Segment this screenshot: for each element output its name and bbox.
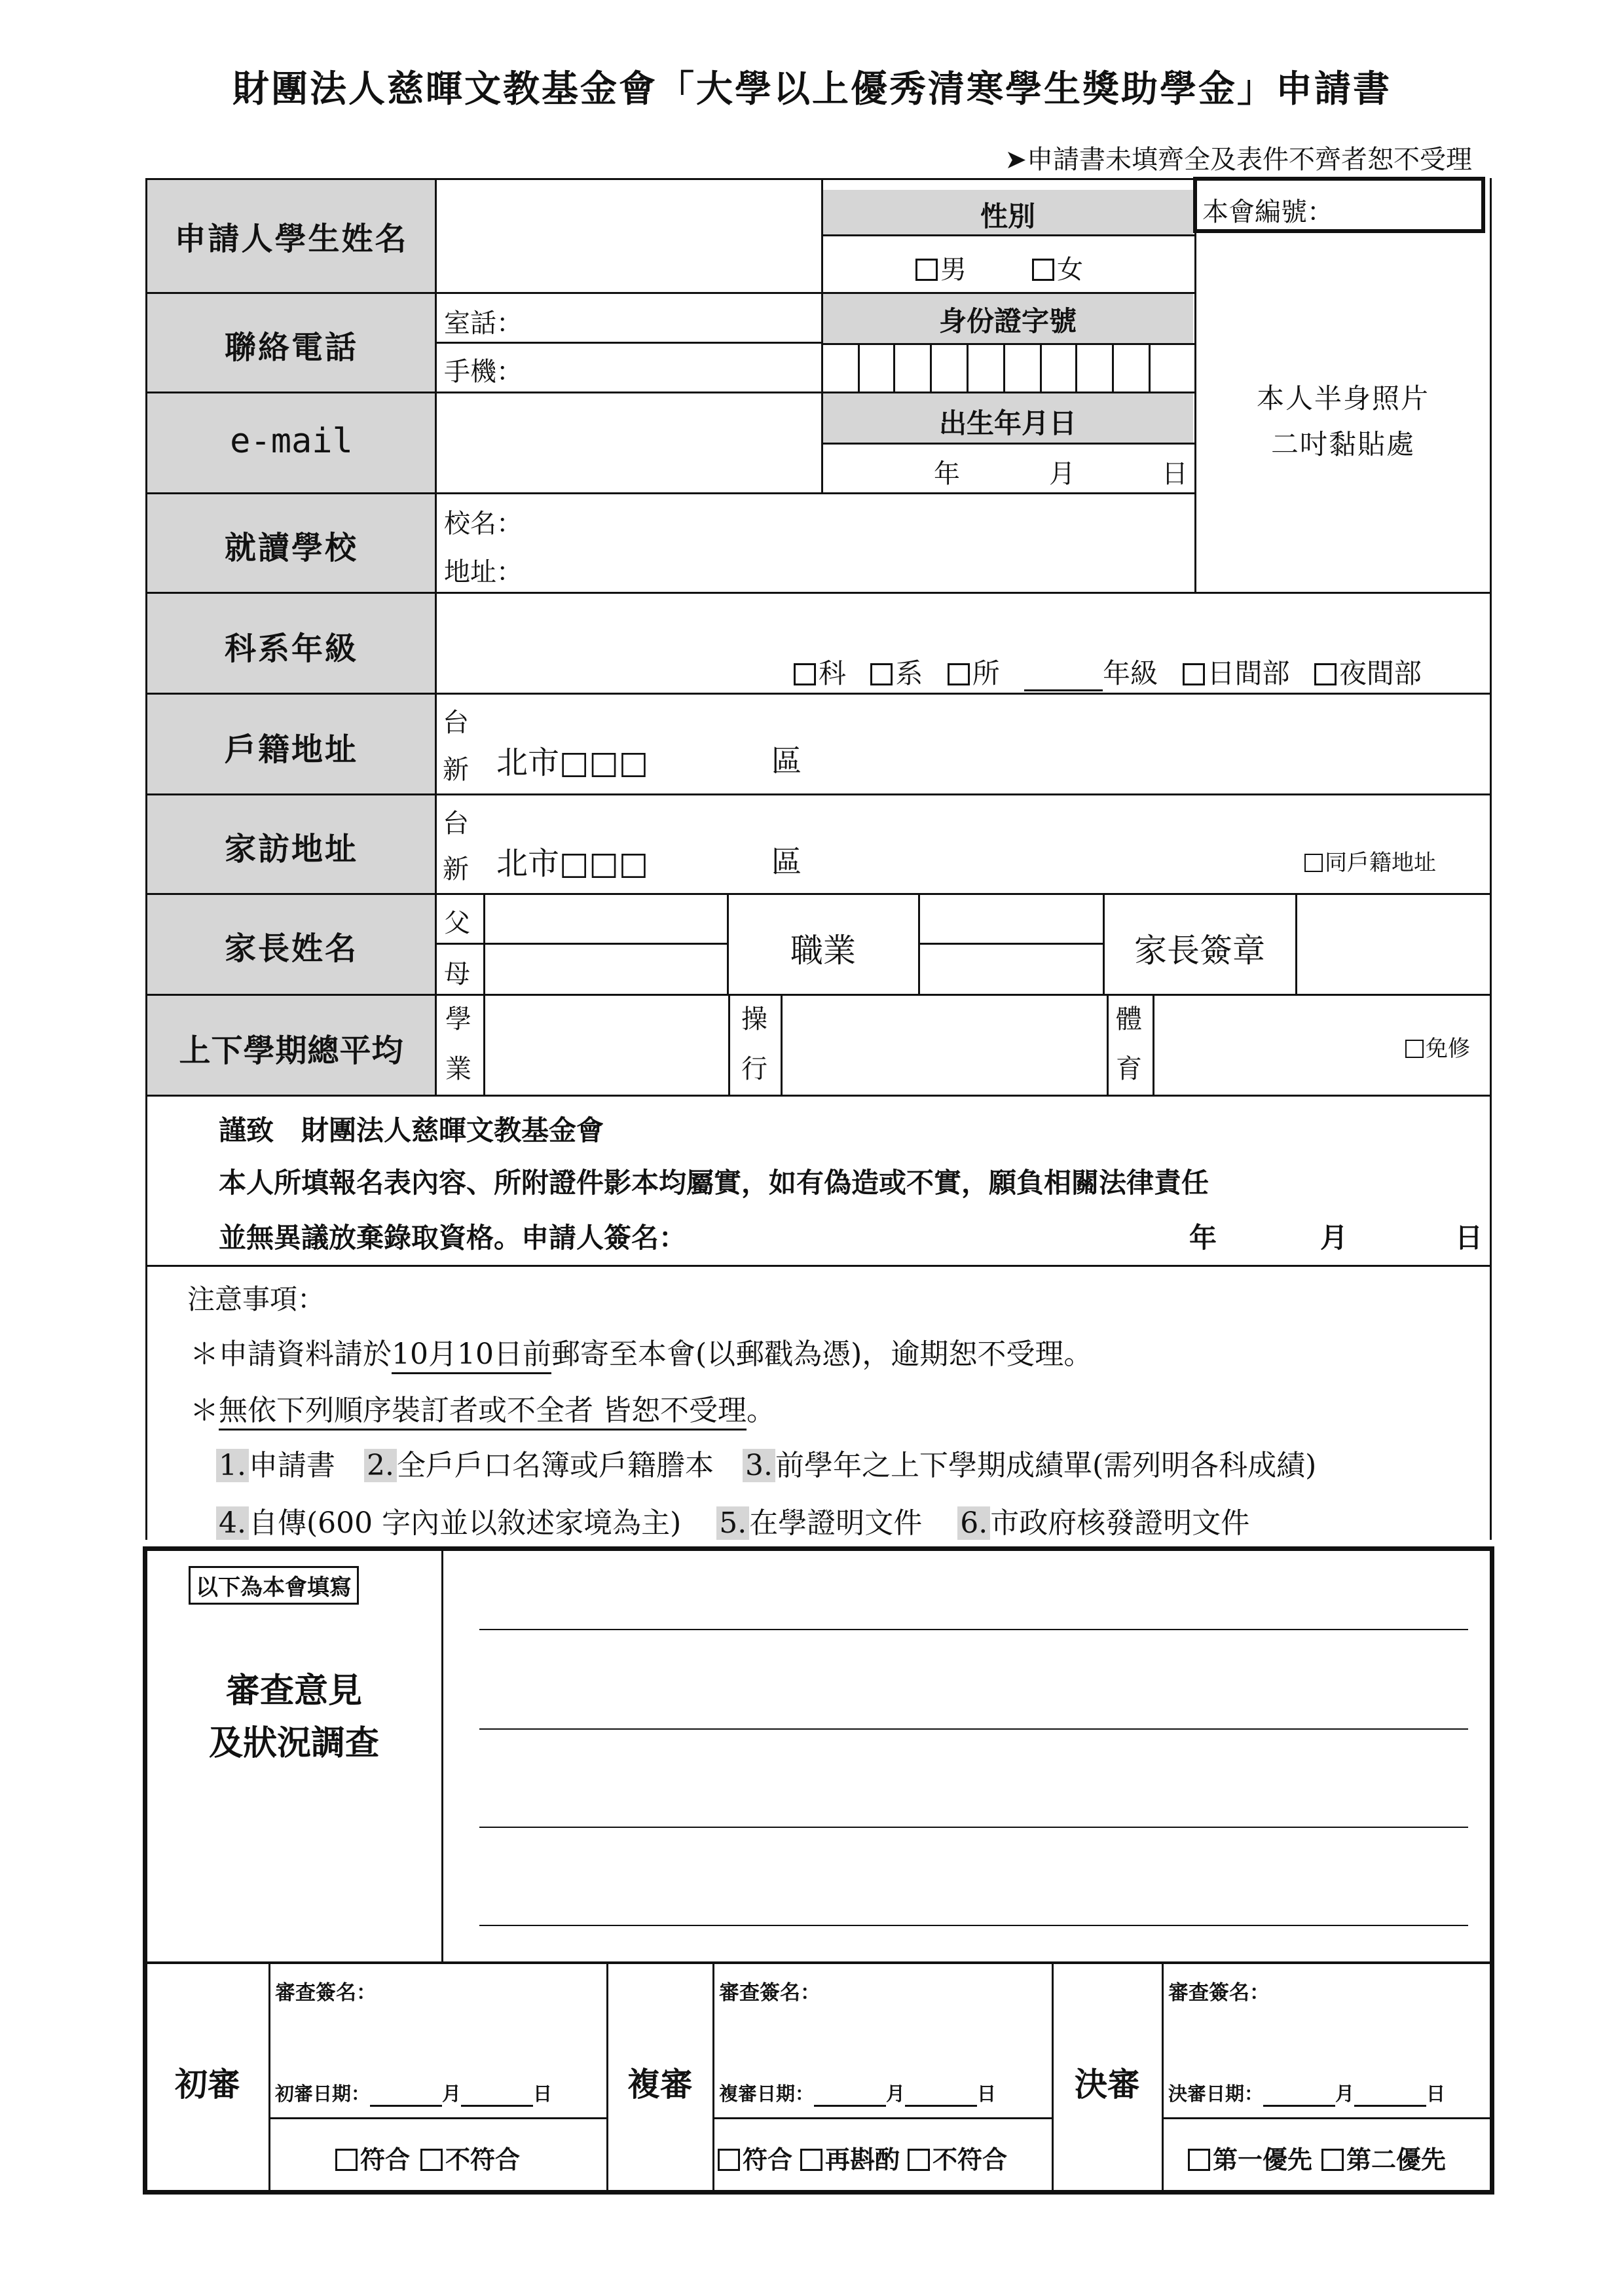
- table-line: [821, 443, 1194, 445]
- notes-item2-text: 無依下列順序裝訂者或不全者 皆恕不受理: [219, 1387, 747, 1430]
- checkbox[interactable]: [915, 259, 938, 281]
- table-line: [483, 994, 485, 1096]
- table-line: [821, 234, 1194, 236]
- notes-deadline: 10月10日前: [392, 1330, 551, 1374]
- table-line: [712, 2117, 1053, 2119]
- table-line: [821, 343, 1194, 345]
- date-label: 決審日期：: [1168, 2083, 1264, 2105]
- mother-label: 母: [444, 959, 470, 989]
- dept-options: [794, 652, 1422, 691]
- birth-year-label: 年: [934, 459, 960, 489]
- doc-item: 市政府核發證明文件: [990, 1506, 1250, 1540]
- doc-number: 1.: [216, 1449, 249, 1482]
- opinion-line[interactable]: [479, 1728, 1468, 1730]
- checkbox-suo[interactable]: [948, 663, 970, 685]
- id-number-label: 身份證字號: [938, 305, 1077, 337]
- notes-item1-prefix: ＊申請資料請於: [190, 1338, 392, 1371]
- table-line: [145, 1095, 1491, 1097]
- date-label: 初審日期：: [275, 2083, 371, 2105]
- date-label: 複審日期：: [719, 2083, 815, 2105]
- checkbox-unfit[interactable]: [420, 2149, 443, 2171]
- gender-male-text: 男: [940, 255, 967, 285]
- doc-item: 自傳(600 字內並以敘述家境為主): [248, 1506, 682, 1540]
- final-review-label: 決審: [1075, 2065, 1140, 2104]
- table-line: [1153, 994, 1154, 1096]
- checkbox-priority2[interactable]: [1321, 2149, 1344, 2171]
- month-label: 月: [442, 2083, 462, 2105]
- id-digit-box[interactable]: [967, 343, 969, 393]
- table-line: [145, 693, 1491, 695]
- doc-item: 申請書: [248, 1449, 335, 1482]
- pe-char1: 體: [1116, 1004, 1142, 1034]
- same-household-text: 同戶籍地址: [1325, 850, 1436, 876]
- review-opinion-title2: 及狀況調查: [208, 1723, 379, 1763]
- academic-char1: 學: [445, 1004, 471, 1034]
- table-line: [145, 994, 1491, 996]
- checkbox-fit[interactable]: [718, 2149, 740, 2171]
- second-review-sign: 審查簽名：: [719, 1981, 821, 2005]
- checkbox-night[interactable]: [1314, 663, 1337, 685]
- dept-night-text: 夜間部: [1338, 657, 1422, 689]
- day-label: 日: [533, 2083, 553, 2105]
- priority2-text: 第二優先: [1346, 2145, 1447, 2174]
- id-digit-box[interactable]: [930, 343, 932, 393]
- id-digit-box[interactable]: [858, 343, 860, 393]
- parent-name-label: 家長姓名: [224, 930, 358, 967]
- table-line: [268, 1963, 270, 2192]
- home-phone-label: 室話：: [444, 308, 523, 338]
- addr-tai: 台: [443, 708, 469, 738]
- same-household-option[interactable]: [1304, 845, 1436, 877]
- father-label: 父: [444, 908, 470, 938]
- office-use-badge: 以下為本會填寫: [189, 1566, 359, 1605]
- photo-area[interactable]: [1197, 237, 1489, 591]
- final-review-date: [1168, 2079, 1445, 2107]
- birth-date-label: 出生年月日: [938, 407, 1077, 439]
- second-review-date: [719, 2079, 996, 2107]
- doc-item: 前學年之上下學期成績單(需列明各科成績): [775, 1449, 1317, 1482]
- opinion-line[interactable]: [479, 1629, 1468, 1630]
- fit-text: 符合: [360, 2145, 411, 2174]
- notes-item2-star: ＊: [190, 1394, 219, 1427]
- checkbox[interactable]: [1304, 854, 1323, 872]
- addr-xin: 新: [443, 755, 469, 785]
- table-line: [436, 943, 728, 945]
- visit-address-label: 家訪地址: [224, 831, 358, 867]
- department-label: 科系年級: [224, 630, 358, 667]
- checkbox-fit[interactable]: [335, 2149, 358, 2171]
- table-line: [145, 893, 1491, 895]
- table-line: [436, 342, 822, 344]
- grade-blank[interactable]: [1024, 657, 1103, 691]
- dept-xi-text: 系: [895, 657, 923, 689]
- id-digit-box[interactable]: [1040, 343, 1042, 393]
- foundation-number-label: 本會編號：: [1202, 197, 1333, 227]
- birth-day-label: 日: [1162, 459, 1188, 489]
- checkbox[interactable]: [1405, 1040, 1424, 1058]
- table-line: [145, 793, 1491, 795]
- checkbox-day[interactable]: [1183, 663, 1205, 685]
- first-review-sign: 審查簽名：: [275, 1981, 377, 2005]
- phone-label: 聯絡電話: [224, 329, 358, 366]
- unfit-text: 不符合: [445, 2145, 521, 2174]
- mobile-phone-label: 手機：: [444, 357, 523, 387]
- dept-grade-text: 年級: [1103, 657, 1158, 689]
- checkbox[interactable]: [1032, 259, 1054, 281]
- table-line: [145, 592, 1491, 594]
- month-label: 月: [886, 2083, 906, 2105]
- household-address-label: 戶籍地址: [224, 731, 358, 768]
- conduct-char2: 行: [741, 1054, 767, 1084]
- checkbox-priority1[interactable]: [1188, 2149, 1210, 2171]
- pe-exempt-option[interactable]: [1405, 1030, 1470, 1063]
- month-blank[interactable]: [814, 2083, 886, 2107]
- day-label: 日: [977, 2083, 997, 2105]
- academic-char2: 業: [445, 1054, 471, 1084]
- table-line: [145, 492, 1194, 494]
- checkbox-unfit[interactable]: [908, 2149, 930, 2171]
- unfit-text: 不符合: [932, 2145, 1008, 2174]
- addr-city: 北市□□□: [496, 845, 649, 882]
- semester-average-label: 上下學期總平均: [179, 1032, 404, 1069]
- second-review-label: 複審: [627, 2065, 693, 2104]
- school-address-label: 地址：: [444, 557, 523, 587]
- gender-male-option[interactable]: [915, 249, 967, 286]
- table-line: [781, 994, 783, 1096]
- occupation-label: 職業: [790, 932, 856, 970]
- page-title: 財團法人慈暉文教基金會「大學以上優秀清寒學生獎助學金」申請書: [232, 67, 1392, 111]
- notes-item2: [190, 1387, 775, 1430]
- table-line: [145, 392, 1194, 393]
- addr-xin: 新: [443, 854, 469, 884]
- table-line: [1194, 178, 1196, 593]
- id-digit-box[interactable]: [893, 343, 895, 393]
- table-line: [268, 2117, 608, 2119]
- table-line: [712, 1963, 714, 2192]
- table-line: [145, 292, 1194, 294]
- declaration-signature-label: 並無異議放棄錄取資格。申請人簽名：: [219, 1222, 687, 1254]
- incomplete-warning-note: ➤申請書未填齊全及表件不齊者恕不受理: [1005, 145, 1472, 175]
- photo-hint-line1: 本人半身照片: [1256, 382, 1430, 414]
- addr-tai: 台: [443, 809, 469, 839]
- addr-district: 區: [771, 844, 802, 879]
- doc-item: 全戶戶口名簿或戶籍謄本: [396, 1449, 714, 1482]
- notes-item1-suffix: 郵寄至本會(以郵戳為憑)，逾期恕不受理。: [551, 1338, 1093, 1371]
- school-name-label: 校名：: [444, 509, 523, 539]
- birth-month-label: 月: [1049, 459, 1075, 489]
- id-digit-box[interactable]: [1112, 343, 1114, 393]
- table-line: [1107, 994, 1109, 1096]
- addr-district: 區: [771, 743, 802, 778]
- declaration-year: 年: [1189, 1222, 1217, 1254]
- opinion-line[interactable]: [479, 1925, 1468, 1926]
- email-label: e-mail: [230, 422, 353, 461]
- dept-ke-text: 科: [819, 657, 847, 689]
- month-label: 月: [1335, 2083, 1355, 2105]
- id-digit-box[interactable]: [1149, 343, 1151, 393]
- doc-number: 5.: [716, 1506, 749, 1540]
- table-line: [918, 943, 1104, 945]
- doc-item: 在學證明文件: [749, 1506, 923, 1540]
- first-review-label: 初審: [175, 2065, 240, 2104]
- month-blank[interactable]: [1263, 2083, 1335, 2107]
- id-digit-box[interactable]: [1075, 343, 1077, 393]
- dept-day-text: 日間部: [1207, 657, 1290, 689]
- applicant-name-label: 申請人學生姓名: [174, 221, 409, 257]
- gender-label: 性別: [980, 200, 1035, 232]
- email-field[interactable]: [437, 394, 820, 491]
- table-line: [1295, 893, 1297, 994]
- table-border: [1490, 178, 1492, 1540]
- school-label: 就讀學校: [224, 530, 358, 566]
- pe-char2: 育: [1116, 1054, 1142, 1084]
- conduct-char1: 操: [741, 1004, 767, 1034]
- dept-suo-text: 所: [972, 657, 1000, 689]
- table-line: [1162, 2117, 1492, 2119]
- review-opinion-title1: 審查意見: [225, 1671, 362, 1711]
- first-review-result: [335, 2140, 520, 2176]
- notes-docs-row1: [216, 1442, 1316, 1484]
- second-review-result: [718, 2140, 1007, 2176]
- addr-city: 北市□□□: [496, 744, 649, 781]
- declaration-day: 日: [1455, 1222, 1483, 1254]
- table-line: [143, 1961, 1494, 1964]
- doc-number: 2.: [364, 1449, 397, 1482]
- first-review-date: [275, 2079, 552, 2107]
- doc-number: 3.: [743, 1449, 775, 1482]
- table-border: [145, 178, 1196, 180]
- pe-exempt-text: 免修: [1426, 1036, 1470, 1062]
- opinion-line[interactable]: [479, 1827, 1468, 1828]
- day-blank[interactable]: [905, 2083, 977, 2107]
- table-line: [441, 1546, 443, 1963]
- id-digit-box[interactable]: [1003, 343, 1005, 393]
- notes-item1: [190, 1330, 1092, 1374]
- table-line: [728, 994, 730, 1096]
- applicant-name-field[interactable]: [437, 181, 820, 291]
- fit-text: 符合: [743, 2145, 793, 2174]
- photo-hint-line2: 二吋黏貼處: [1270, 428, 1415, 460]
- doc-number: 4.: [216, 1506, 249, 1540]
- table-line: [1162, 1963, 1164, 2192]
- checkbox-ke[interactable]: [794, 663, 816, 685]
- declaration-statement: 本人所填報名表內容、所附證件影本均屬實，如有偽造或不實，願負相關法律責任: [219, 1167, 1209, 1199]
- day-blank[interactable]: [1354, 2083, 1426, 2107]
- checkbox-reconsider[interactable]: [800, 2149, 822, 2171]
- gender-female-option[interactable]: [1032, 249, 1083, 286]
- final-review-result: [1188, 2140, 1446, 2176]
- notes-heading: 注意事項：: [187, 1283, 325, 1315]
- declaration-recipient: 謹致 財團法人慈暉文教基金會: [219, 1114, 604, 1146]
- final-review-sign: 審查簽名：: [1168, 1981, 1270, 2005]
- priority1-text: 第一優先: [1213, 2145, 1313, 2174]
- parent-signature-label: 家長簽章: [1134, 932, 1265, 970]
- day-label: 日: [1426, 2083, 1446, 2105]
- doc-number: 6.: [957, 1506, 990, 1540]
- checkbox-xi[interactable]: [870, 663, 893, 685]
- gender-female-text: 女: [1057, 255, 1083, 285]
- reconsider-text: 再斟酌: [825, 2145, 900, 2174]
- table-line: [145, 1265, 1491, 1267]
- month-blank[interactable]: [370, 2083, 442, 2107]
- notes-docs-row2: [216, 1499, 1249, 1541]
- notes-item2-end: 。: [747, 1394, 775, 1427]
- day-blank[interactable]: [461, 2083, 533, 2107]
- declaration-month: 月: [1320, 1222, 1348, 1254]
